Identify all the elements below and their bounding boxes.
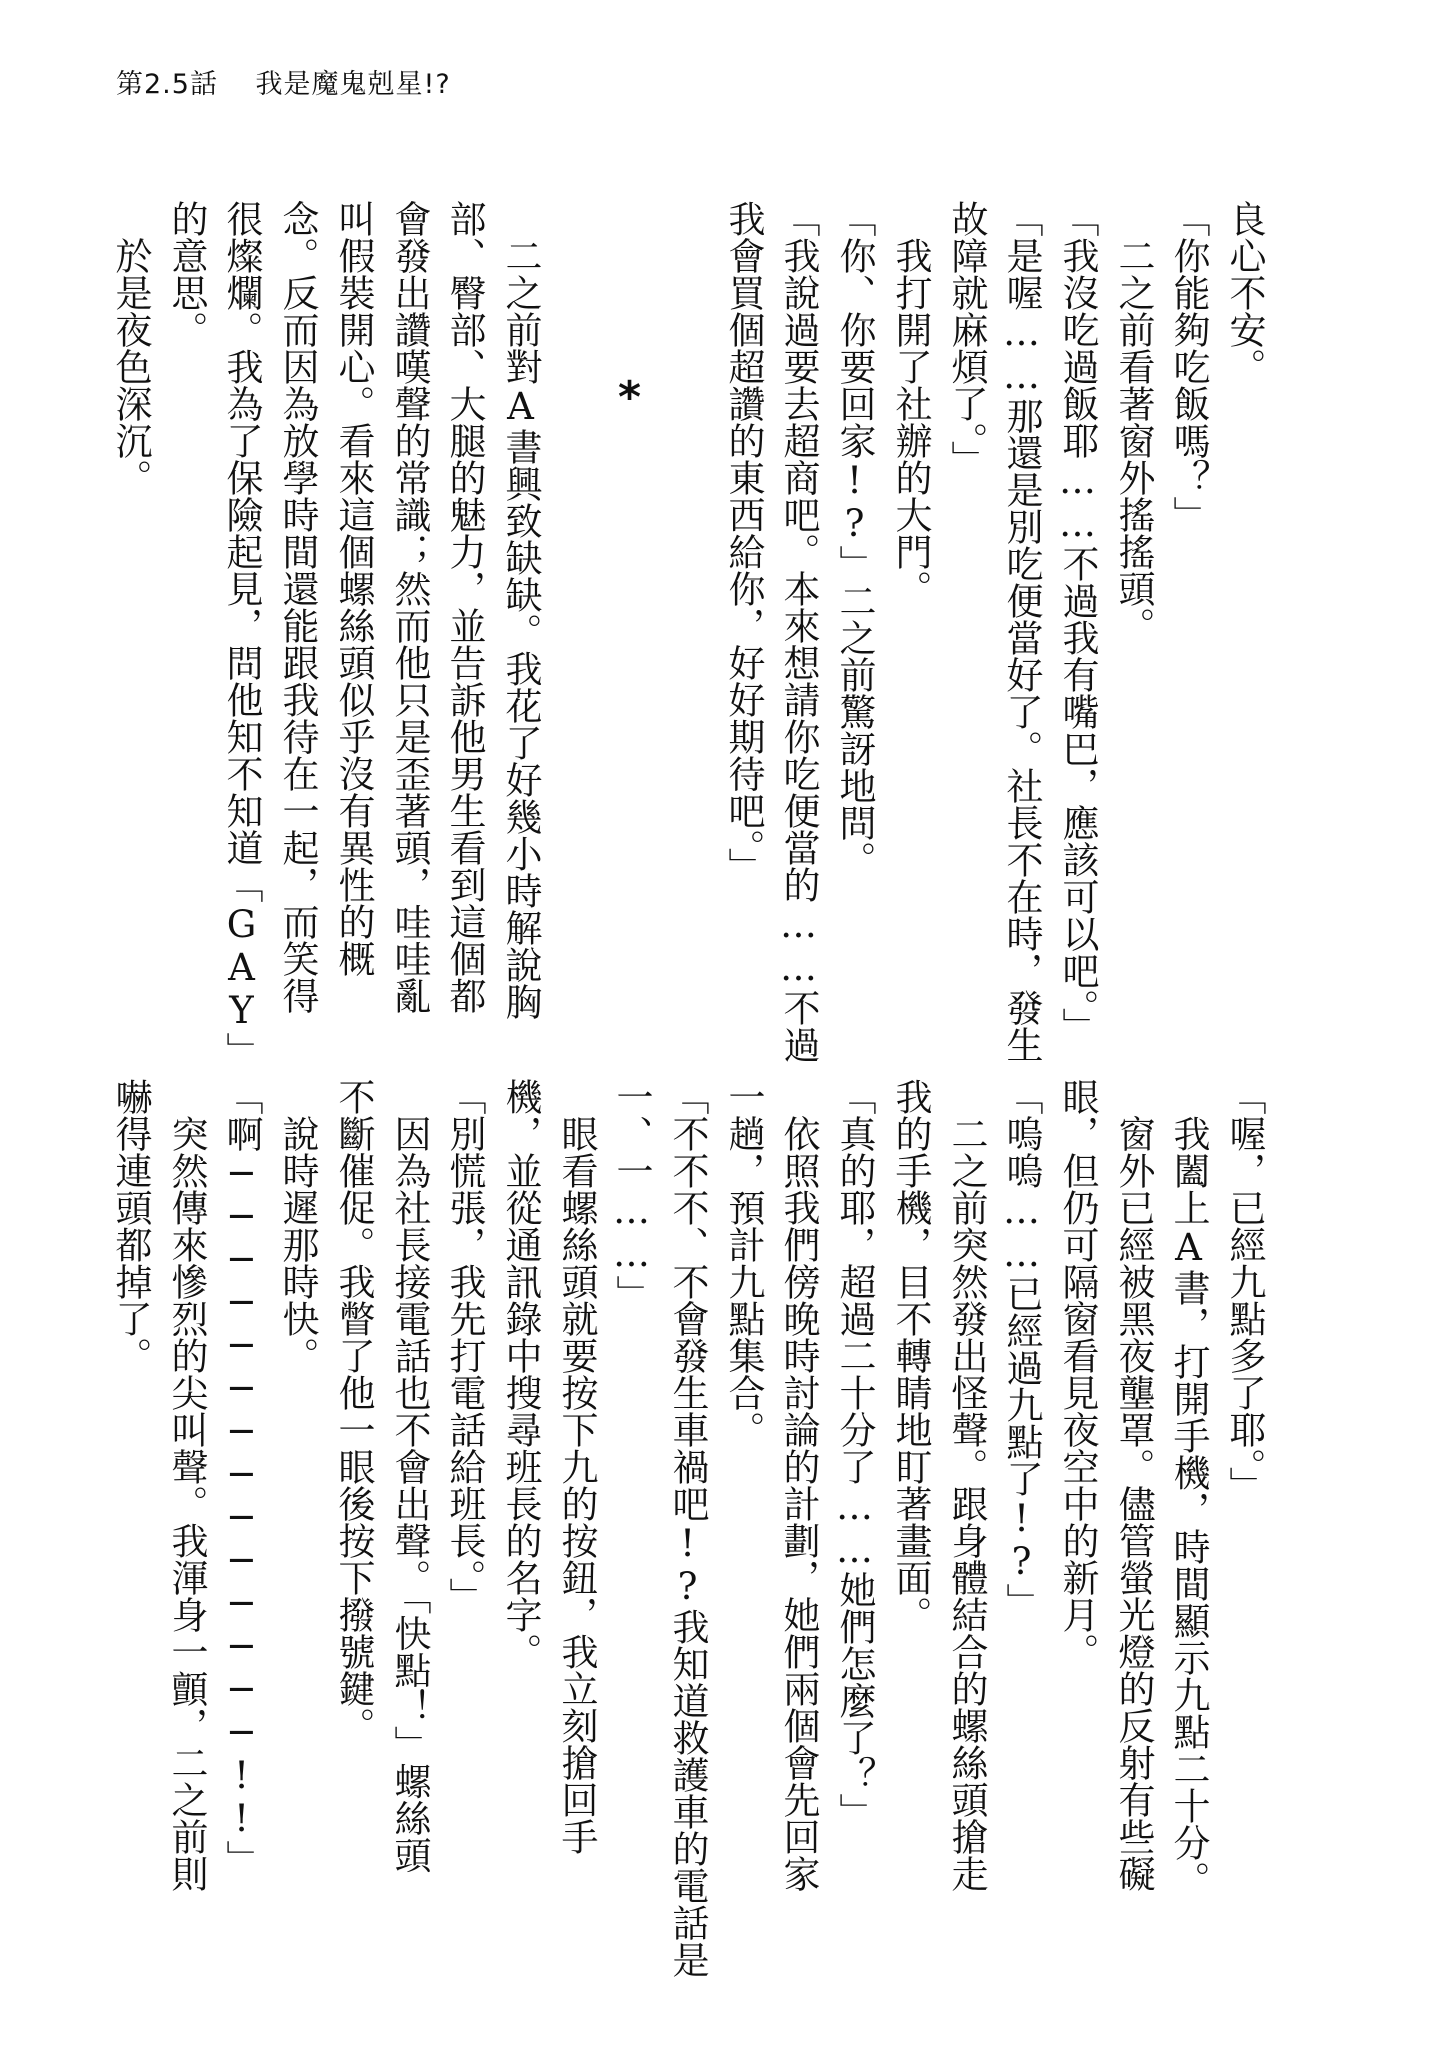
text-column: 「嗚嗚……已經過九點了!?」 [1000, 1078, 1043, 1620]
text-column: 的意思。 [165, 200, 208, 348]
text-column: 不斷催促。我瞥了他一眼後按下撥號鍵。 [332, 1078, 375, 1744]
text-column: 二之前看著窗外搖搖頭。 [1112, 237, 1155, 644]
text-column: 我會買個超讚的東西給你，好好期待吧。」 [722, 200, 765, 885]
text-column: 一、一……」 [610, 1078, 653, 1312]
text-column: 「是喔……那還是別吃便當好了。社長不在時，發生 [1000, 200, 1043, 1063]
text-column: 眼，但仍可隔窗看見夜空中的新月。 [1056, 1078, 1099, 1670]
text-column: 念。反而因為放學時間還能跟我待在一起，而笑得 [276, 200, 319, 1014]
text-column: 叫假裝開心。看來這個螺絲頭似乎沒有異性的概 [332, 200, 375, 977]
text-column: 一趟，預計九點集合。 [722, 1078, 765, 1448]
text-column: 「我說過要去超商吧。本來想請你吃便當的……不過 [777, 200, 820, 1063]
text-column: 「不不不、不會發生車禍吧!?我知道救護車的電話是 [666, 1078, 709, 1978]
text-column: 故障就麻煩了。」 [945, 200, 988, 478]
text-column: 良心不安。 [1223, 200, 1266, 385]
text-column: 部、臀部、大腿的魅力，並告訴他男生看到這個都 [443, 200, 486, 1014]
text-column: 「你能夠吃飯嗎？」 [1167, 200, 1210, 533]
text-column: 我闔上A書，打開手機，時間顯示九點二十分。 [1167, 1115, 1210, 1898]
text-column: 突然傳來慘烈的尖叫聲。我渾身一顫，二之前則 [165, 1115, 208, 1892]
text-column: 我打開了社辦的大門。 [889, 237, 932, 607]
text-column: 窗外已經被黑夜壟罩。儘管螢光燈的反射有些礙 [1112, 1115, 1155, 1892]
text-column: 「我沒吃過飯耶……不過我有嘴巴，應該可以吧。」 [1056, 200, 1099, 1045]
bottom-text-block [0, 1078, 1440, 1978]
scene-break-asterisk: * [618, 372, 642, 423]
text-column: 嚇得連頭都掉了。 [109, 1078, 152, 1374]
chapter-header [116, 62, 451, 101]
text-column: 二之前突然發出怪聲。跟身體結合的螺絲頭搶走 [945, 1115, 988, 1892]
text-column: 「別慌張，我先打電話給班長。」 [443, 1078, 486, 1615]
text-column: 機，並從通訊錄中搜尋班長的名字。 [499, 1078, 542, 1670]
text-column: 依照我們傍晚時討論的計劃，她們兩個會先回家 [777, 1115, 820, 1892]
text-column: 很燦爛。我為了保險起見，問他知不知道「GAY」 [220, 200, 263, 1069]
text-column: 「真的耶，超過二十分了……她們怎麼了？」 [833, 1078, 876, 1830]
text-column: 說時遲那時快。 [276, 1115, 319, 1374]
text-column: 會發出讚嘆聲的常識；然而他只是歪著頭，哇哇亂 [388, 200, 431, 1014]
chapter-title: 我是魔鬼剋星!? [255, 69, 451, 100]
text-column: 於是夜色深沉。 [109, 237, 152, 496]
text-column: 「喔，已經九點多了耶。」 [1223, 1078, 1266, 1504]
text-column: 「啊──────────────!!」 [220, 1078, 263, 1877]
text-column: 因為社長接電話也不會出聲。「快點！」螺絲頭 [388, 1115, 431, 1874]
text-column: 「你、你要回家!?」二之前驚訝地問。 [833, 200, 876, 878]
chapter-number: 第2.5話 [116, 69, 218, 100]
text-column: 二之前對A書興致缺缺。我花了好幾小時解說胸 [499, 237, 542, 1020]
text-column: 我的手機，目不轉睛地盯著畫面。 [889, 1078, 932, 1633]
text-column: 眼看螺絲頭就要按下九的按鈕，我立刻搶回手 [555, 1115, 598, 1855]
top-text-block [0, 200, 1440, 1080]
